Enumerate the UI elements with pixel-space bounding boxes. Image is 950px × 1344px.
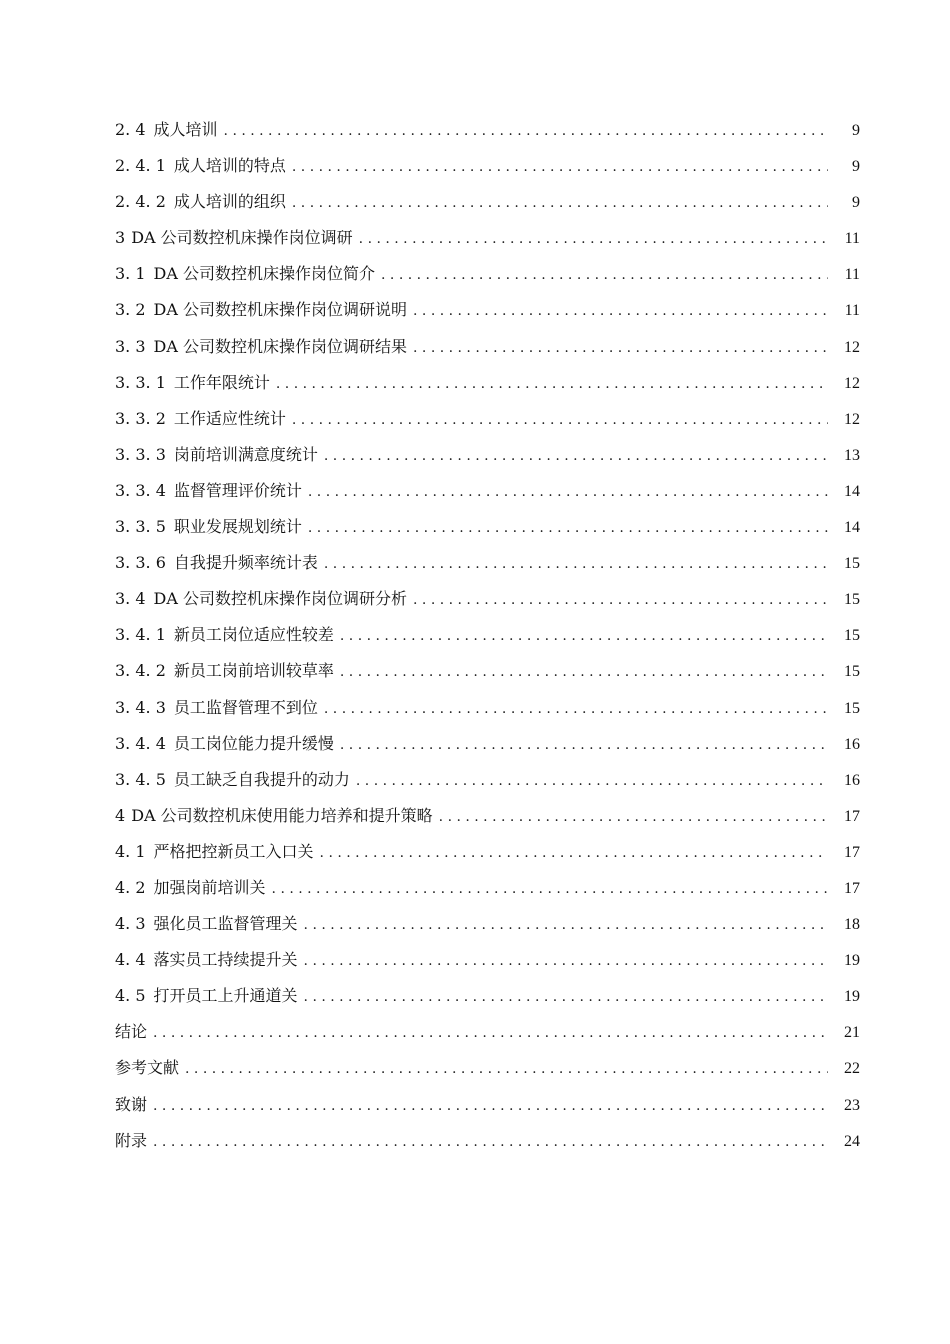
toc-entry-page: 19	[844, 988, 860, 1006]
toc-entry-page: 19	[844, 952, 860, 970]
toc-entry-title: 工作适应性统计	[173, 408, 286, 428]
toc-entry-number: 3. 4. 3	[115, 697, 166, 717]
toc-entry[interactable]	[115, 1123, 860, 1159]
toc-entry-title: 附录	[115, 1130, 148, 1150]
toc-entry-number: 4. 3	[115, 914, 146, 934]
toc-dot-leader	[153, 1088, 828, 1124]
toc-entry[interactable]	[115, 906, 860, 942]
toc-entry-page: 17	[844, 879, 860, 897]
toc-entry-page: 16	[844, 771, 860, 789]
toc-entry[interactable]	[115, 401, 860, 437]
toc-entry-title: 新员工岗前培训较草率	[173, 661, 334, 681]
toc-entry-title: DA 公司数控机床操作岗位简介	[153, 264, 376, 284]
toc-dot-leader	[439, 799, 828, 835]
toc-entry[interactable]	[115, 473, 860, 509]
toc-dot-leader	[153, 1015, 828, 1051]
toc-entry-number: 3. 4. 2	[115, 661, 166, 681]
toc-entry[interactable]	[115, 112, 860, 148]
toc-entry-number: 3. 2	[115, 300, 146, 320]
toc-dot-leader	[272, 871, 828, 907]
toc-entry[interactable]	[115, 1014, 860, 1050]
toc-entry-title: 强化员工监督管理关	[153, 914, 298, 934]
toc-entry-page: 13	[844, 446, 860, 464]
toc-entry-title: DA 公司数控机床操作岗位调研结果	[153, 336, 408, 356]
toc-dot-leader	[324, 691, 828, 727]
toc-entry-number: 3	[115, 228, 126, 248]
toc-entry-title: 监督管理评价统计	[173, 480, 302, 500]
toc-dot-leader	[340, 618, 828, 654]
toc-entry-title: DA 公司数控机床操作岗位调研分析	[153, 589, 408, 609]
toc-entry[interactable]	[115, 690, 860, 726]
toc-entry-number: 3. 3. 1	[115, 372, 166, 392]
toc-entry[interactable]	[115, 762, 860, 798]
toc-entry-title: 员工监督管理不到位	[173, 697, 318, 717]
toc-entry-page: 15	[844, 699, 860, 717]
toc-entry-page: 24	[844, 1132, 860, 1150]
toc-entry-number: 3. 3. 3	[115, 444, 166, 464]
toc-entry[interactable]	[115, 509, 860, 545]
toc-entry-page: 12	[844, 338, 860, 356]
toc-entry-number: 4. 4	[115, 950, 146, 970]
toc-entry-title: 岗前培训满意度统计	[173, 444, 318, 464]
toc-entry[interactable]	[115, 184, 860, 220]
toc-entry-title: 致谢	[115, 1094, 148, 1114]
toc-entry-title: DA 公司数控机床操作岗位调研	[131, 228, 353, 248]
toc-dot-leader	[381, 257, 828, 293]
toc-entry-title: 自我提升频率统计表	[173, 553, 318, 573]
toc-dot-leader	[153, 1124, 828, 1160]
toc-entry-number: 3. 4. 1	[115, 625, 166, 645]
toc-entry-title: 新员工岗位适应性较差	[173, 625, 334, 645]
toc-entry-number: 3. 3. 5	[115, 517, 166, 537]
toc-entry[interactable]	[115, 148, 860, 184]
toc-dot-leader	[324, 438, 828, 474]
toc-entry-number: 3. 1	[115, 264, 146, 284]
toc-entry-title: DA 公司数控机床使用能力培养和提升策略	[131, 805, 433, 825]
toc-entry[interactable]	[115, 1050, 860, 1086]
toc-entry-number: 4. 2	[115, 877, 146, 897]
toc-entry-page: 9	[852, 122, 860, 139]
toc-entry-title: 严格把控新员工入口关	[153, 841, 314, 861]
toc-entry-page: 15	[844, 591, 860, 609]
toc-entry-page: 12	[844, 410, 860, 428]
toc-entry-title: 打开员工上升通道关	[153, 986, 298, 1006]
toc-entry[interactable]	[115, 1087, 860, 1123]
toc-entry[interactable]	[115, 256, 860, 292]
toc-entry-number: 2. 4. 2	[115, 192, 166, 212]
toc-entry-title: 员工岗位能力提升缓慢	[173, 733, 334, 753]
toc-entry[interactable]	[115, 617, 860, 653]
toc-dot-leader	[413, 293, 828, 329]
toc-dot-leader	[356, 763, 828, 799]
toc-entry[interactable]	[115, 581, 860, 617]
toc-dot-leader	[413, 330, 828, 366]
toc-entry-title: 成人培训的特点	[173, 156, 286, 176]
toc-entry-title: 员工缺乏自我提升的动力	[173, 769, 350, 789]
toc-entry[interactable]	[115, 220, 860, 256]
toc-dot-leader	[340, 727, 828, 763]
toc-entry-number: 4. 5	[115, 986, 146, 1006]
toc-dot-leader	[292, 185, 828, 221]
toc-entry[interactable]	[115, 870, 860, 906]
toc-entry-page: 16	[844, 735, 860, 753]
toc-entry[interactable]	[115, 292, 860, 328]
toc-entry-page: 15	[844, 555, 860, 573]
toc-entry-title: 成人培训	[153, 120, 218, 139]
toc-dot-leader	[304, 907, 828, 943]
toc-entry-title: 职业发展规划统计	[173, 517, 302, 537]
toc-entry-title: 落实员工持续提升关	[153, 950, 298, 970]
toc-entry-page: 17	[844, 807, 860, 825]
toc-entry[interactable]	[115, 545, 860, 581]
toc-entry-page: 9	[852, 158, 860, 176]
toc-entry[interactable]	[115, 365, 860, 401]
toc-entry-number: 3. 3. 6	[115, 553, 166, 573]
toc-entry-title: 结论	[115, 1022, 148, 1042]
toc-entry-page: 11	[844, 302, 860, 320]
toc-dot-leader	[304, 943, 828, 979]
toc-entry-number: 3. 3. 4	[115, 480, 166, 500]
toc-entry-page: 22	[844, 1060, 860, 1078]
toc-entry-number: 3. 4	[115, 589, 146, 609]
toc-entry[interactable]	[115, 437, 860, 473]
toc-dot-leader	[320, 835, 828, 871]
toc-entry-page: 17	[844, 843, 860, 861]
toc-entry-title: DA 公司数控机床操作岗位调研说明	[153, 300, 408, 320]
toc-dot-leader	[292, 149, 828, 185]
toc-entry-page: 23	[844, 1096, 860, 1114]
table-of-contents	[115, 112, 860, 1159]
toc-dot-leader	[413, 582, 828, 618]
toc-entry[interactable]	[115, 798, 860, 834]
toc-dot-leader	[308, 474, 828, 510]
toc-entry-number: 3. 4. 4	[115, 733, 166, 753]
toc-entry[interactable]	[115, 726, 860, 762]
toc-dot-leader	[292, 402, 828, 438]
toc-entry-page: 18	[844, 916, 860, 934]
toc-dot-leader	[224, 113, 828, 149]
toc-entry-number: 2. 4. 1	[115, 156, 166, 176]
toc-entry[interactable]	[115, 978, 860, 1014]
toc-entry-page: 12	[844, 374, 860, 392]
toc-entry[interactable]	[115, 329, 860, 365]
toc-entry-number: 2. 4	[115, 120, 146, 139]
toc-dot-leader	[359, 221, 828, 257]
toc-entry-number: 4. 1	[115, 841, 146, 861]
toc-entry-number: 4	[115, 805, 126, 825]
toc-entry[interactable]	[115, 834, 860, 870]
toc-entry-title: 工作年限统计	[173, 372, 270, 392]
toc-dot-leader	[308, 510, 828, 546]
toc-entry-title: 成人培训的组织	[173, 192, 286, 212]
toc-dot-leader	[340, 654, 828, 690]
toc-entry-page: 21	[844, 1024, 860, 1042]
toc-entry-page: 11	[844, 230, 860, 248]
toc-dot-leader	[324, 546, 828, 582]
toc-dot-leader	[304, 979, 828, 1015]
toc-entry-page: 14	[844, 519, 860, 537]
toc-entry-number: 3. 4. 5	[115, 769, 166, 789]
toc-entry-number: 3. 3. 2	[115, 408, 166, 428]
toc-dot-leader	[185, 1051, 828, 1087]
toc-entry-title: 参考文献	[115, 1058, 180, 1078]
toc-entry[interactable]	[115, 942, 860, 978]
toc-entry-number: 3. 3	[115, 336, 146, 356]
toc-entry-page: 11	[844, 266, 860, 284]
toc-entry-page: 15	[844, 663, 860, 681]
toc-entry-title: 加强岗前培训关	[153, 877, 266, 897]
toc-entry[interactable]	[115, 653, 860, 689]
toc-dot-leader	[276, 366, 828, 402]
toc-entry-page: 15	[844, 627, 860, 645]
toc-entry-page: 9	[852, 194, 860, 212]
toc-entry-page: 14	[844, 482, 860, 500]
